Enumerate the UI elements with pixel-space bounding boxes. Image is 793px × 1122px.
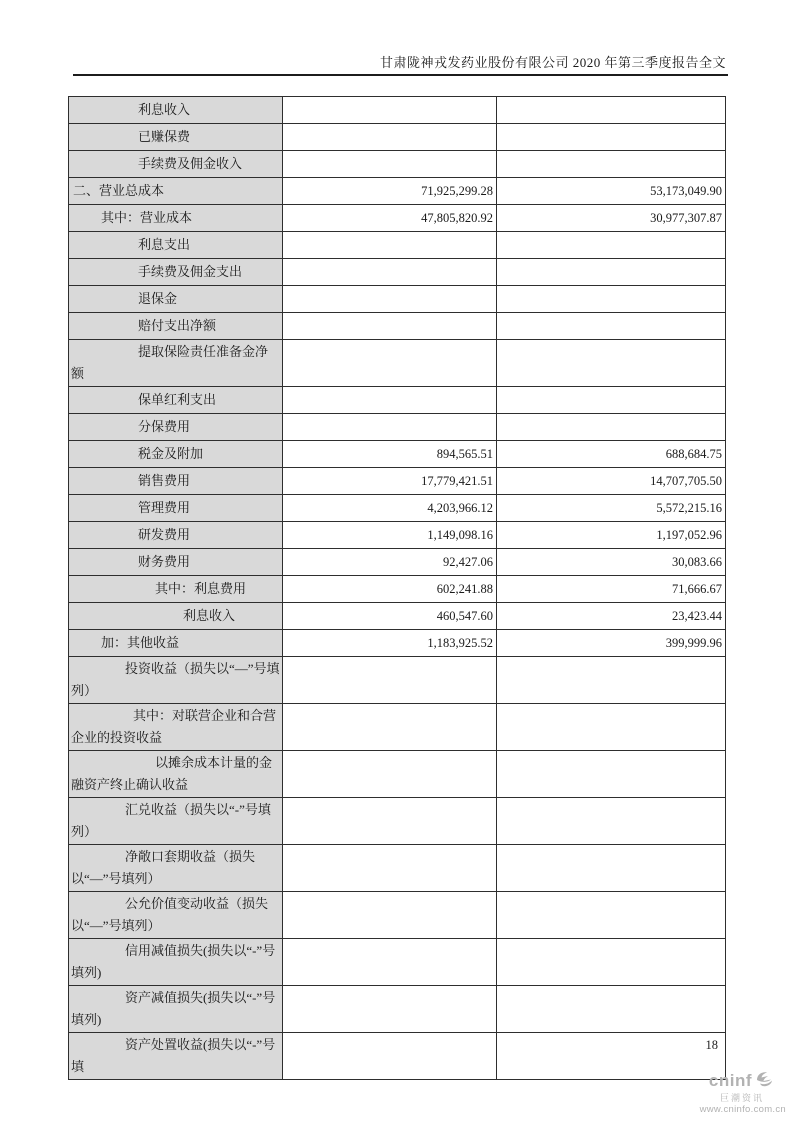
row-amount-current-period: 71,925,299.28 <box>283 178 497 204</box>
table-row <box>69 549 725 576</box>
row-amount-current-period <box>283 97 497 123</box>
row-label: 保单红利支出 <box>69 387 283 413</box>
row-amount-current-period <box>283 232 497 258</box>
row-amount-current-period <box>283 313 497 339</box>
table-row <box>69 340 725 387</box>
report-header-title: 甘肃陇神戎发药业股份有限公司 2020 年第三季度报告全文 <box>379 55 726 70</box>
row-label: 公允价值变动收益（损失以“—”号填列） <box>69 892 283 938</box>
row-amount-prior-period <box>497 892 725 938</box>
row-label: 利息支出 <box>69 232 283 258</box>
row-amount-current-period <box>283 798 497 844</box>
cninfo-url: www.cninfo.com.cn <box>699 1104 786 1116</box>
header-divider <box>73 74 728 76</box>
row-label: 手续费及佣金支出 <box>69 259 283 285</box>
row-amount-prior-period <box>497 845 725 891</box>
table-row <box>69 124 725 151</box>
row-amount-current-period <box>283 286 497 312</box>
row-label: 研发费用 <box>69 522 283 548</box>
row-amount-prior-period <box>497 124 725 150</box>
income-statement-table <box>68 96 726 1080</box>
row-amount-prior-period <box>497 798 725 844</box>
row-amount-current-period <box>283 704 497 750</box>
row-amount-prior-period <box>497 313 725 339</box>
table-row <box>69 387 725 414</box>
row-amount-current-period: 894,565.51 <box>283 441 497 467</box>
row-amount-prior-period <box>497 939 725 985</box>
row-amount-prior-period <box>497 151 725 177</box>
row-label: 资产处置收益(损失以“-”号填 <box>69 1033 283 1079</box>
row-amount-prior-period <box>497 259 725 285</box>
row-label: 管理费用 <box>69 495 283 521</box>
row-amount-current-period: 92,427.06 <box>283 549 497 575</box>
row-amount-prior-period: 30,083.66 <box>497 549 725 575</box>
row-amount-current-period <box>283 845 497 891</box>
row-label: 财务费用 <box>69 549 283 575</box>
row-amount-current-period <box>283 751 497 797</box>
table-row <box>69 751 725 798</box>
row-amount-current-period <box>283 939 497 985</box>
table-row <box>69 704 725 751</box>
row-amount-current-period <box>283 151 497 177</box>
cninfo-logo <box>680 1070 788 1115</box>
table-row <box>69 232 725 259</box>
row-amount-current-period <box>283 387 497 413</box>
table-row <box>69 939 725 986</box>
row-label: 赔付支出净额 <box>69 313 283 339</box>
table-row <box>69 603 725 630</box>
row-label: 销售费用 <box>69 468 283 494</box>
row-amount-prior-period: 688,684.75 <box>497 441 725 467</box>
row-amount-current-period <box>283 1033 497 1079</box>
row-amount-prior-period: 71,666.67 <box>497 576 725 602</box>
table-row <box>69 97 725 124</box>
row-amount-current-period: 1,183,925.52 <box>283 630 497 656</box>
row-label: 资产减值损失(损失以“-”号填列) <box>69 986 283 1032</box>
row-amount-prior-period <box>497 657 725 703</box>
row-label: 其中：营业成本 <box>69 205 283 231</box>
table-row <box>69 441 725 468</box>
row-amount-current-period <box>283 657 497 703</box>
table-row <box>69 1033 725 1079</box>
row-label: 投资收益（损失以“—”号填列） <box>69 657 283 703</box>
row-amount-prior-period <box>497 751 725 797</box>
cninfo-swirl-icon <box>754 1070 774 1093</box>
row-amount-prior-period <box>497 232 725 258</box>
row-label: 汇兑收益（损失以“-”号填列） <box>69 798 283 844</box>
row-label: 利息收入 <box>69 97 283 123</box>
table-row <box>69 178 725 205</box>
row-amount-prior-period <box>497 704 725 750</box>
table-row <box>69 468 725 495</box>
table-row <box>69 986 725 1033</box>
row-amount-current-period: 602,241.88 <box>283 576 497 602</box>
row-amount-prior-period: 5,572,215.16 <box>497 495 725 521</box>
row-amount-prior-period <box>497 414 725 440</box>
row-amount-current-period: 47,805,820.92 <box>283 205 497 231</box>
row-label: 其中：对联营企业和合营企业的投资收益 <box>69 704 283 750</box>
table-row <box>69 892 725 939</box>
row-amount-prior-period <box>497 340 725 386</box>
row-amount-current-period: 17,779,421.51 <box>283 468 497 494</box>
row-amount-prior-period <box>497 387 725 413</box>
row-amount-current-period: 4,203,966.12 <box>283 495 497 521</box>
table-row <box>69 576 725 603</box>
row-label: 分保费用 <box>69 414 283 440</box>
table-row <box>69 630 725 657</box>
table-row <box>69 205 725 232</box>
row-amount-prior-period: 1,197,052.96 <box>497 522 725 548</box>
page-number: 18 <box>705 1038 718 1052</box>
row-amount-current-period <box>283 414 497 440</box>
row-label: 退保金 <box>69 286 283 312</box>
table-row <box>69 845 725 892</box>
cninfo-chinese-name: 巨潮资讯 <box>719 1092 764 1103</box>
row-amount-prior-period: 14,707,705.50 <box>497 468 725 494</box>
table-row <box>69 151 725 178</box>
table-row <box>69 522 725 549</box>
table-row <box>69 286 725 313</box>
row-label: 手续费及佣金收入 <box>69 151 283 177</box>
table-row <box>69 313 725 340</box>
row-label: 以摊余成本计量的金融资产终止确认收益 <box>69 751 283 797</box>
row-amount-current-period <box>283 892 497 938</box>
row-amount-current-period: 1,149,098.16 <box>283 522 497 548</box>
table-row <box>69 259 725 286</box>
row-amount-current-period: 460,547.60 <box>283 603 497 629</box>
table-row <box>69 414 725 441</box>
row-amount-prior-period: 30,977,307.87 <box>497 205 725 231</box>
row-amount-prior-period: 399,999.96 <box>497 630 725 656</box>
row-amount-prior-period: 53,173,049.90 <box>497 178 725 204</box>
row-label: 信用减值损失(损失以“-”号填列) <box>69 939 283 985</box>
table-row <box>69 495 725 522</box>
row-amount-prior-period <box>497 97 725 123</box>
row-label: 已赚保费 <box>69 124 283 150</box>
row-amount-prior-period <box>497 986 725 1032</box>
row-label: 加：其他收益 <box>69 630 283 656</box>
row-label: 税金及附加 <box>69 441 283 467</box>
row-label: 净敞口套期收益（损失以“—”号填列） <box>69 845 283 891</box>
table-row <box>69 798 725 845</box>
row-label: 利息收入 <box>69 603 283 629</box>
row-amount-prior-period: 23,423.44 <box>497 603 725 629</box>
row-label: 提取保险责任准备金净额 <box>69 340 283 386</box>
row-amount-current-period <box>283 124 497 150</box>
row-label: 其中：利息费用 <box>69 576 283 602</box>
table-row <box>69 657 725 704</box>
row-amount-prior-period <box>497 286 725 312</box>
row-label: 二、营业总成本 <box>69 178 283 204</box>
row-amount-current-period <box>283 259 497 285</box>
cninfo-brand-text: cninf <box>708 1071 752 1091</box>
row-amount-current-period <box>283 340 497 386</box>
row-amount-current-period <box>283 986 497 1032</box>
